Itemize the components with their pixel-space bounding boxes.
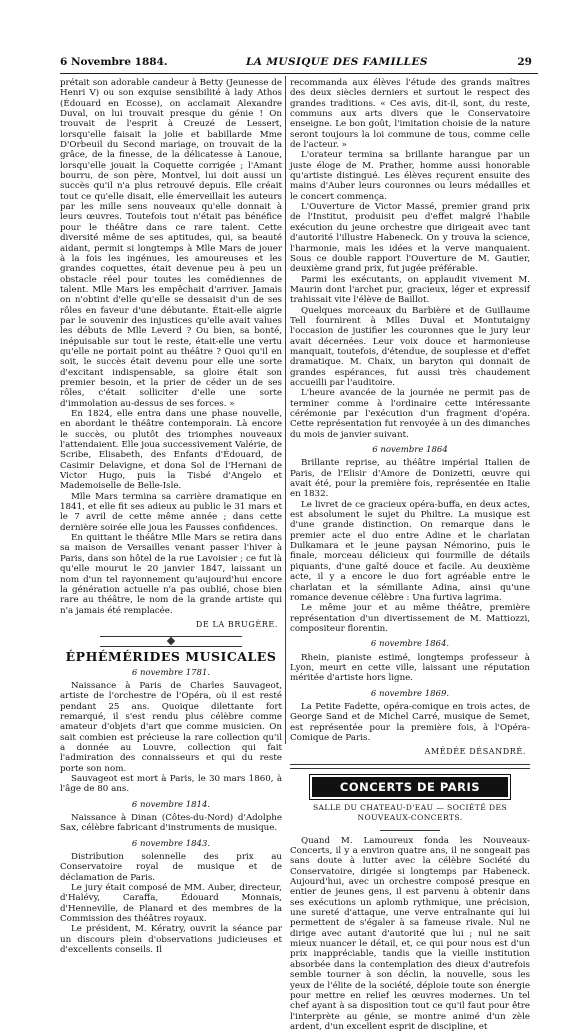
paragraph: Parmi les exécutants, on applaudit vivement M. Maurin dont l'archet pur, gracieux, léger et expressif trahissait vite l'élève de Baillot.: [290, 274, 530, 306]
page-number: 29: [517, 56, 532, 68]
section-subtitle: SALLE DU CHATEAU-D'EAU — SOCIÉTÉ DES NOUVEAUX-CONCERTS.: [312, 803, 508, 823]
paragraph: Sauvageot est mort à Paris, le 30 mars 1860, à l'âge de 80 ans.: [60, 774, 282, 795]
paragraph: Le même jour et au même théâtre, première représentation d'un divertissement de M. Mattiozzi, compositeur florentin.: [290, 603, 530, 634]
paragraph: Quelques morceaux du Barbière et de Guillaume Tell fournirent à Mlles Duval et Montutaigny l'occasion de justifier les couronnes que le jury leur avait décernées. Leur voix douce et harmonieuse manquait, toutefois, d'étendue, de souplesse et d'effet dramatique. M. Chaix, un baryton qui donnait de grandes espérances, fut aussi très chaudement accueilli par l'auditoire.: [290, 305, 530, 388]
paragraph: Naissance à Dinan (Côtes-du-Nord) d'Adolphe Sax, célèbre fabricant d'instruments de musique.: [60, 813, 282, 834]
entry-date: 6 novembre 1869.: [370, 688, 450, 699]
left-column: [60, 78, 282, 956]
paragraph: Brillante reprise, au théâtre impérial Italien de Paris, de l'Elisir d'Amore de Donizetti, œuvre qui avait été, pour la première fois, représentée en Italie en 1832.: [290, 458, 530, 500]
paragraph: L'heure avancée de la journée ne permit pas de terminer comme à l'ordinaire cette intéressante cérémonie par l'exécution d'un fragment d'opéra. Cette représentation fut renvoyée à un des dimanches du mois de janvier suivant.: [290, 388, 530, 440]
journal-title: LA MUSIQUE DES FAMILLES: [246, 56, 428, 68]
paragraph: Quand M. Lamoureux fonda les Nouveaux-Concerts, il y a environ quatre ans, il ne songeait pas sans doute à lutter avec la célèbre Société du Conservatoire, dirigée si longtemps par Habeneck. Aujourd'hui, avec un orchestre composé presque en entier de jeunes gens, il est parvenu à obtenir dans ses exécutions un aplomb rythmique, une précision, une sureté d'attaque, une verve entraînante qui lui permettent de s'égaler à sa fameuse rivale. Nul ne dirige avec autant d'autorité que lui ; nul ne sait mieux nuancer le détail, et, ce qui pour nous est d'un prix inappréciable, tandis que la vieille institution absorbée dans la contemplation des dieux d'autrefois semble tourner à son déclin, la nouvelle, sous les yeux de l'élite de la société, déploie toute son énergie pour mettre en relief les œuvres modernes. Un tel chef ayant à sa disposition tout ce qu'il faut pour être l'interprète au génie, se montre animé d'un zèle ardent, d'un excellent esprit de discipline, et: [290, 835, 530, 1032]
header-date: 6 Novembre 1884.: [60, 56, 168, 68]
section-title-box: CONCERTS DE PARIS: [312, 777, 508, 797]
paragraph: En quittant le théâtre Mlle Mars se retira dans sa maison de Versailles venant passer l'hiver à Paris, dans son hôtel de la rue Lavoisier ; ce fut là qu'elle mourut le 20 janvier 1847, laissant un nom d'un tel rayonnement qu'aujourd'hui encore la génération actuelle n'a pas oublié, chose bien rare au théâtre, le nom de la grande artiste qui n'a jamais été remplacée.: [60, 533, 282, 616]
paragraph: prétait son adorable candeur à Betty (Jeunesse de Henri V) ou son exquise sensibilité à lady Athos (Édouard en Ecosse), on acclamait Alexandre Duval, on lui trouvait presque du génie ! On trouvait de l'esprit à Creuzé de Lessert, lorsqu'elle faisait la jolie et babillarde Mme D'Orbeuil du Second mariage, on trouvait de la grâce, de la finesse, de la délicatesse à Lanoue, lorsqu'elle jouait la Coquette corrigée ; l'Amant bourru, de son père, Montvel, lui doit aussi un succès qu'il n'a plus retrouvé depuis. Elle créait tout ce qu'elle disait, elle émerveillait les auteurs par les mille sens nouveaux qu'elle donnait à leurs œuvres. Toutefois tout n'était pas bénéfice pour le théâtre dans ce rare talent. Cette diversité même de ses aptitudes, qui, sa beauté aidant, permit si longtemps à Mlle Mars de jouer à la fois les ingénues, les amoureuses et les grandes coquettes, était devenue peu à peu un obstacle réel pour toutes les comédiennes de talent. Mlle Mars les empêchait d'arriver. Jamais on n'obtint d'elle qu'elle se dessaisit d'un de ses rôles en faveur d'une débutante. Était-elle aigrie par le souvenir des injustices qu'elle avait values les débuts de Mlle Leverd ? Ou bien, sa bonté, inépuisable sur tout le reste, était-elle une vertu qu'elle ne portait point au théâtre ? Quoi qu'il en soit, le succès était devenu pour elle une sorte d'excitant indispensable, sa gloire était son premier besoin, et la prier de céder un de ses rôles, c'était solliciter d'elle une sorte d'immolation au-dessus de ses forces. »: [60, 78, 282, 409]
section-rule: [290, 764, 530, 769]
paragraph: En 1824, elle entra dans une phase nouvelle, en abordant le théâtre contemporain. Là encore le succès, ou plutôt des triomphes nouveaux l'attendaient. Elle joua successivement Valérie, de Scribe, Elisabeth, des Enfants d'Édouard, de Casimir Delavigne, et dona Sol de l'Hernani de Victor Hugo, puis la Tisbé d'Angelo et Mademoiselle de Belle-Isle.: [60, 409, 282, 492]
column-divider: [285, 76, 286, 744]
paragraph: L'Ouverture de Victor Massé, premier grand prix de l'Institut, produisit peu d'effet malgré l'habile exécution du jeune orchestre que dirigeait avec tant d'autorité l'illustre Habeneck. On y trouva la science, l'harmonie, mais les idées et la verve manquaient. Sous ce double rapport l'Ouverture de M. Gautier, deuxième grand prix, fut jugée préférable.: [290, 202, 530, 275]
paragraph: Naissance à Paris de Charles Sauvageot, artiste de l'orchestre de l'Opéra, où il est resté pendant 25 ans. Quoique dilettante fort remarqué, il s'est rendu plus célèbre comme amateur d'objets d'art que comme musicien. On sait combien est précieuse la rare collection qu'il a donnée au Louvre, collection qui fait l'admiration des connaisseurs et qui du reste porte son nom.: [60, 680, 282, 774]
paragraph: Rhein, pianiste estimé, longtemps professeur à Lyon, meurt en cette ville, laissant une réputation méritée d'artiste hors ligne.: [290, 652, 530, 684]
author-signature: DE LA BRUGÈRE.: [195, 619, 278, 629]
header-rule: [60, 73, 538, 74]
paragraph: Le jury était composé de MM. Auber, directeur, d'Halévy, Caraffa, Édouard Monnais, d'Henneville, de Planard et des membres de la Commission des théâtres royaux.: [60, 883, 282, 925]
right-column: [290, 78, 530, 1032]
paragraph: Mlle Mars termina sa carrière dramatique en 1841, et elle fit ses adieux au public le 31 mars et le 7 avril de cette même année ; dans cette dernière soirée elle joua les Fausses confidences.: [60, 491, 282, 533]
author-signature: AMÉDÉE DÉSANDRÉ.: [424, 747, 526, 757]
entry-date: 6 novembre 1864.: [370, 639, 450, 650]
section-title: ÉPHÉMÉRIDES MUSICALES: [65, 649, 277, 665]
paragraph: Distribution solennelle des prix au Conservatoire royal de musique et de déclamation de Paris.: [60, 852, 282, 883]
paragraph: recommanda aux élèves l'étude des grands maîtres des deux siècles derniers et surtout le respect des grandes traditions. « Ces avis, dit-il, sont, du reste, communs aux arts divers que le Conservatoire enseigne. Le bon goût, l'imitation choisie de la nature seront toujours la loi commune de tous, comme celle de l'acteur. »: [290, 78, 530, 151]
entry-date: 6 novembre 1814.: [131, 799, 211, 810]
entry-date: 6 novembre 1864: [372, 445, 448, 456]
entry-date: 6 novembre 1781.: [131, 667, 211, 678]
paragraph: Le livret de ce gracieux opéra-buffa, en deux actes, est absolument le sujet du Philtre. La musique est d'une grande distinction. On remarque dans le premier acte el duo entre Adine et le charlatan Dulkamara et le jeune paysan Némorino, puis le finale, morceau délicieux qui fourmille de détails piquants, d'une gaîté douce et facile. Au deuxième acte, il y a encore le duo fort agréable entre le charlatan et la sémillante Adina, ainsi qu'une romance devenue célèbre : Una furtiva lagrima.: [290, 499, 530, 603]
paragraph: La Petite Fadette, opéra-comique en trois actes, de George Sand et de Michel Carré, musique de Semet, est représentée pour la première fois, à l'Opéra-Comique de Paris.: [290, 701, 530, 743]
paragraph: Le président, M. Kératry, ouvrit la séance par un discours plein d'observations judicieuses et d'excellents conseils. Il: [60, 924, 282, 956]
short-divider: [380, 830, 440, 831]
paragraph: L'orateur termina sa brillante harangue par un juste éloge de M. Prather, homme aussi honorable qu'artiste distingué. Les élèves reçurent ensuite des mains d'Auber leurs couronnes ou leurs médailles et le concert commença.: [290, 150, 530, 202]
entry-date: 6 novembre 1843.: [131, 838, 211, 849]
page-header: [60, 56, 538, 70]
ornament-divider: [100, 636, 242, 647]
